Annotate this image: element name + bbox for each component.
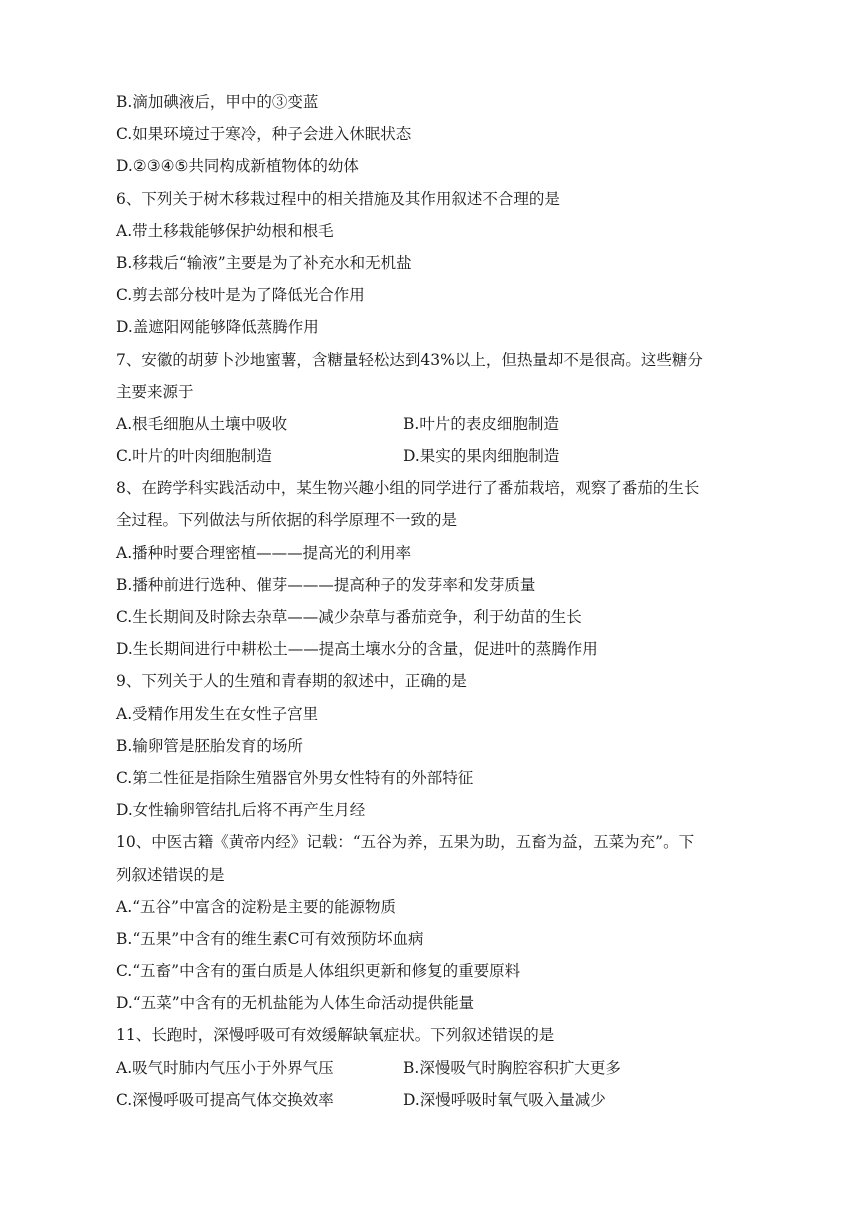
option-pair-row [116, 1084, 756, 1116]
option-line: C.第二性征是指除生殖器官外男女性特有的外部特征 [116, 768, 474, 787]
option-line: C.剪去部分枝叶是为了降低光合作用 [116, 286, 365, 305]
option-line: D.“五菜”中含有的无机盐能为人体生命活动提供能量 [116, 994, 475, 1013]
option-line: D.盖遮阳网能够降低蒸腾作用 [116, 318, 319, 337]
option-left: C.叶片的叶肉细胞制造 [116, 447, 272, 466]
option-line: A.播种时要合理密植———提高光的利用率 [116, 543, 412, 562]
question-8-stem-cont: 全过程。下列做法与所依据的科学原理不一致的是 [116, 511, 458, 530]
option-line: A.受精作用发生在女性子宫里 [116, 704, 319, 723]
question-7-stem: 7、安徽的胡萝卜沙地蜜薯，含糖量轻松达到43%以上，但热量却不是很高。这些糖分 [116, 350, 703, 369]
option-line: B.“五果”中含有的维生素C可有效预防坏血病 [116, 929, 424, 948]
option-line: B.输卵管是胚胎发育的场所 [116, 736, 303, 755]
option-line: B.移栽后“输液”主要是为了补充水和无机盐 [116, 253, 412, 272]
option-line: D.生长期间进行中耕松土——提高土壤水分的含量，促进叶的蒸腾作用 [116, 640, 598, 659]
option-line: C.如果环境过于寒冷，种子会进入休眠状态 [116, 125, 412, 144]
question-9-stem: 9、下列关于人的生殖和青春期的叙述中，正确的是 [116, 672, 467, 691]
option-line: C.“五畜”中含有的蛋白质是人体组织更新和修复的重要原料 [116, 962, 521, 981]
option-line: D.女性输卵管结扎后将不再产生月经 [116, 801, 366, 820]
option-pair-row [116, 440, 756, 472]
question-8-stem: 8、在跨学科实践活动中，某生物兴趣小组的同学进行了番茄栽培，观察了番茄的生长 [116, 479, 700, 498]
option-line: A.带土移栽能够保护幼根和根毛 [116, 221, 334, 240]
option-pair-row [116, 1052, 756, 1084]
question-10-stem: 10、中医古籍《黄帝内经》记载：“五谷为养，五果为助，五畜为益，五菜为充”。下 [116, 833, 695, 852]
document-page [116, 86, 756, 1116]
option-right: D.果实的果肉细胞制造 [403, 447, 560, 466]
option-line: A.“五谷”中富含的淀粉是主要的能源物质 [116, 897, 396, 916]
option-line: C.生长期间及时除去杂草——减少杂草与番茄竞争，利于幼苗的生长 [116, 608, 582, 626]
option-line: B.滴加碘液后，甲中的③变蓝 [116, 93, 319, 111]
option-left: C.深慢呼吸可提高气体交换效率 [116, 1090, 334, 1109]
option-right: D.深慢呼吸时氧气吸入量减少 [403, 1090, 606, 1109]
option-right: B.深慢吸气时胸腔容积扩大更多 [403, 1058, 621, 1077]
question-11-stem: 11、长跑时，深慢呼吸可有效缓解缺氧症状。下列叙述错误的是 [116, 1026, 555, 1045]
question-6-stem: 6、下列关于树木移栽过程中的相关措施及其作用叙述不合理的是 [116, 189, 560, 208]
question-10-stem-cont: 列叙述错误的是 [116, 865, 225, 884]
option-left: A.吸气时肺内气压小于外界气压 [116, 1058, 334, 1077]
option-line: B.播种前进行选种、催芽———提高种子的发芽率和发芽质量 [116, 575, 536, 594]
option-left: A.根毛细胞从土壤中吸收 [116, 414, 288, 433]
question-7-stem-cont: 主要来源于 [116, 382, 194, 401]
option-line: D.②③④⑤共同构成新植物体的幼体 [116, 157, 359, 176]
option-pair-row [116, 408, 756, 440]
option-right: B.叶片的表皮细胞制造 [403, 414, 559, 433]
